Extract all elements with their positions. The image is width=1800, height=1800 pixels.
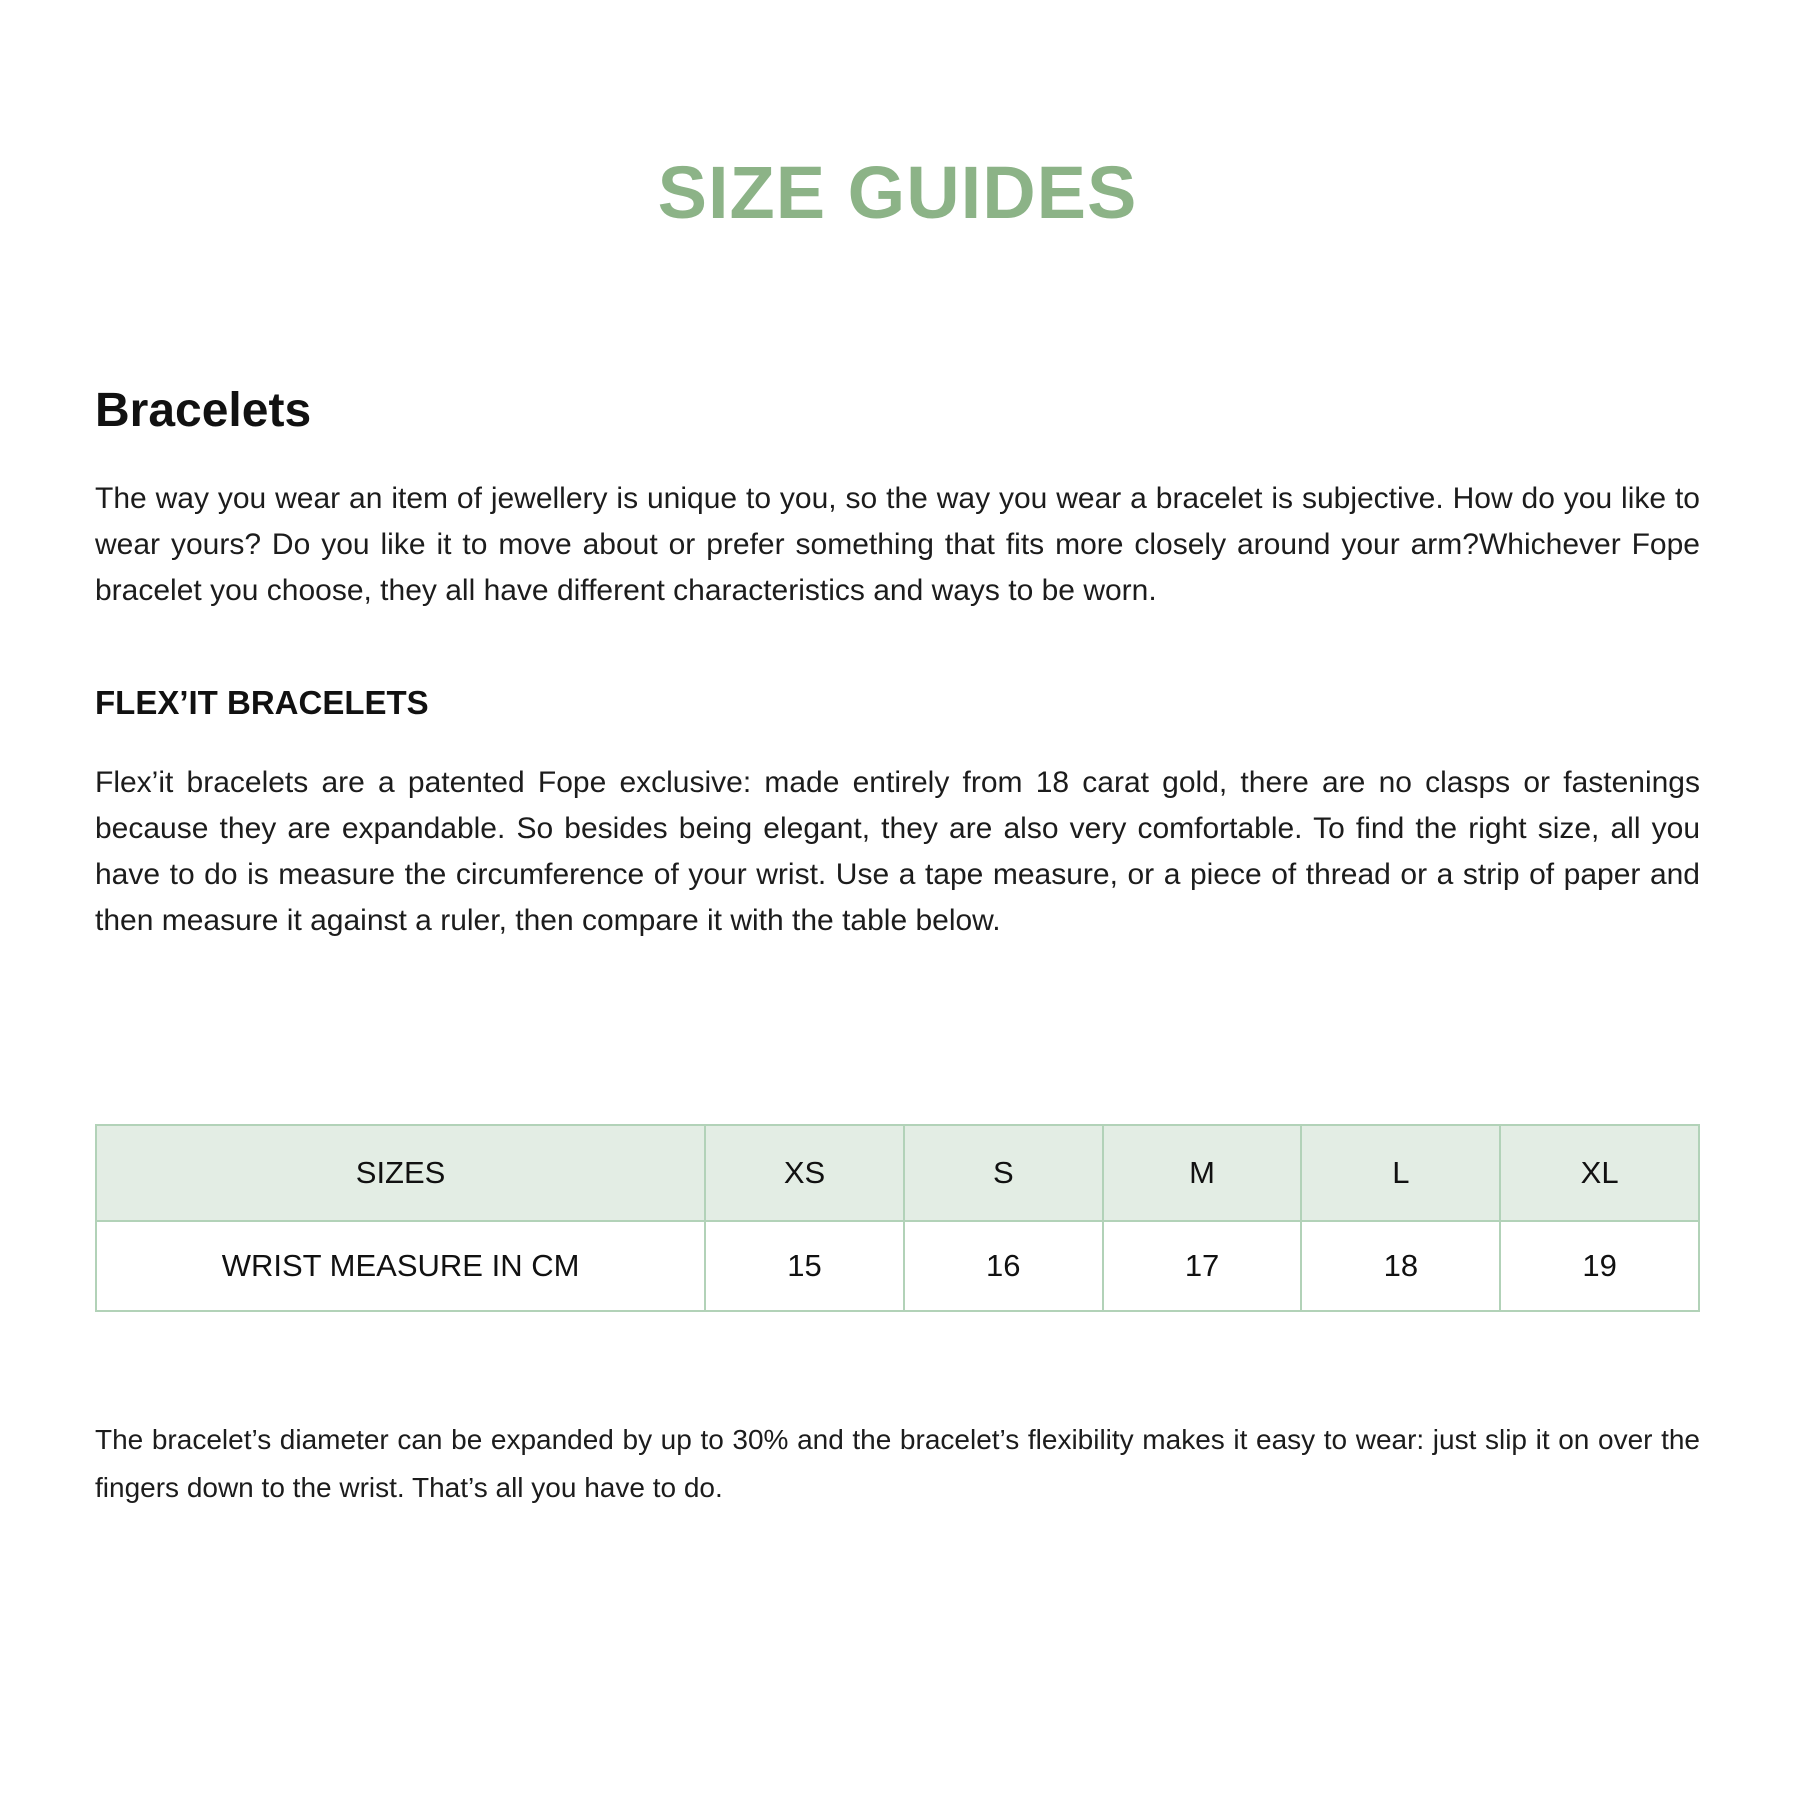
- flexit-bracelets-heading: FLEX’IT BRACELETS: [95, 684, 429, 721]
- size-table-header-xl: XL: [1500, 1125, 1699, 1221]
- footnote-paragraph: The bracelet’s diameter can be expanded by up to 30% and the bracelet’s flexibility makes it easy to wear: just slip it on over the fingers down to the wrist. That’s all you have to do.: [95, 1424, 1700, 1503]
- size-table-cell-label: WRIST MEASURE IN CM: [96, 1221, 705, 1311]
- bracelets-heading: Bracelets: [95, 384, 312, 437]
- size-table-cell-s-value: 16: [904, 1221, 1103, 1311]
- size-table-header-m: M: [1103, 1125, 1302, 1221]
- size-table-cell-m-value: 17: [1103, 1221, 1302, 1311]
- flexit-description-paragraph: Flex’it bracelets are a patented Fope exclusive: made entirely from 18 carat gold, there are no clasps or fastenings because they are expandable. So besides being elegant, they are also very comfortable. To find the right size, all you have to do is measure the circumference of your wrist. Use a tape measure, or a piece of thread or a strip of paper and then measure it against a ruler, then compare it with the table below.: [95, 766, 1700, 937]
- size-table-header-xs: XS: [705, 1125, 904, 1221]
- size-table-header-row: [96, 1125, 1699, 1221]
- size-table-header-s: S: [904, 1125, 1103, 1221]
- bracelets-intro-paragraph: The way you wear an item of jewellery is unique to you, so the way you wear a bracelet is subjective. How do you like to wear yours? Do you like it to move about or prefer something that fits more closely around your arm?Whichever Fope bracelet you choose, they all have different characteristics and ways to be worn.: [95, 482, 1700, 607]
- size-table-cell-l-value: 18: [1301, 1221, 1500, 1311]
- size-table-header-l: L: [1301, 1125, 1500, 1221]
- size-table: [95, 1124, 1700, 1312]
- content-column: [0, 150, 1800, 1512]
- size-table-cell-xl-value: 19: [1500, 1221, 1699, 1311]
- size-table-row-wrist-measure: [96, 1221, 1699, 1311]
- size-table-cell-xs-value: 15: [705, 1221, 904, 1311]
- page-title: SIZE GUIDES: [657, 151, 1138, 234]
- size-table-header-sizes: SIZES: [96, 1125, 705, 1221]
